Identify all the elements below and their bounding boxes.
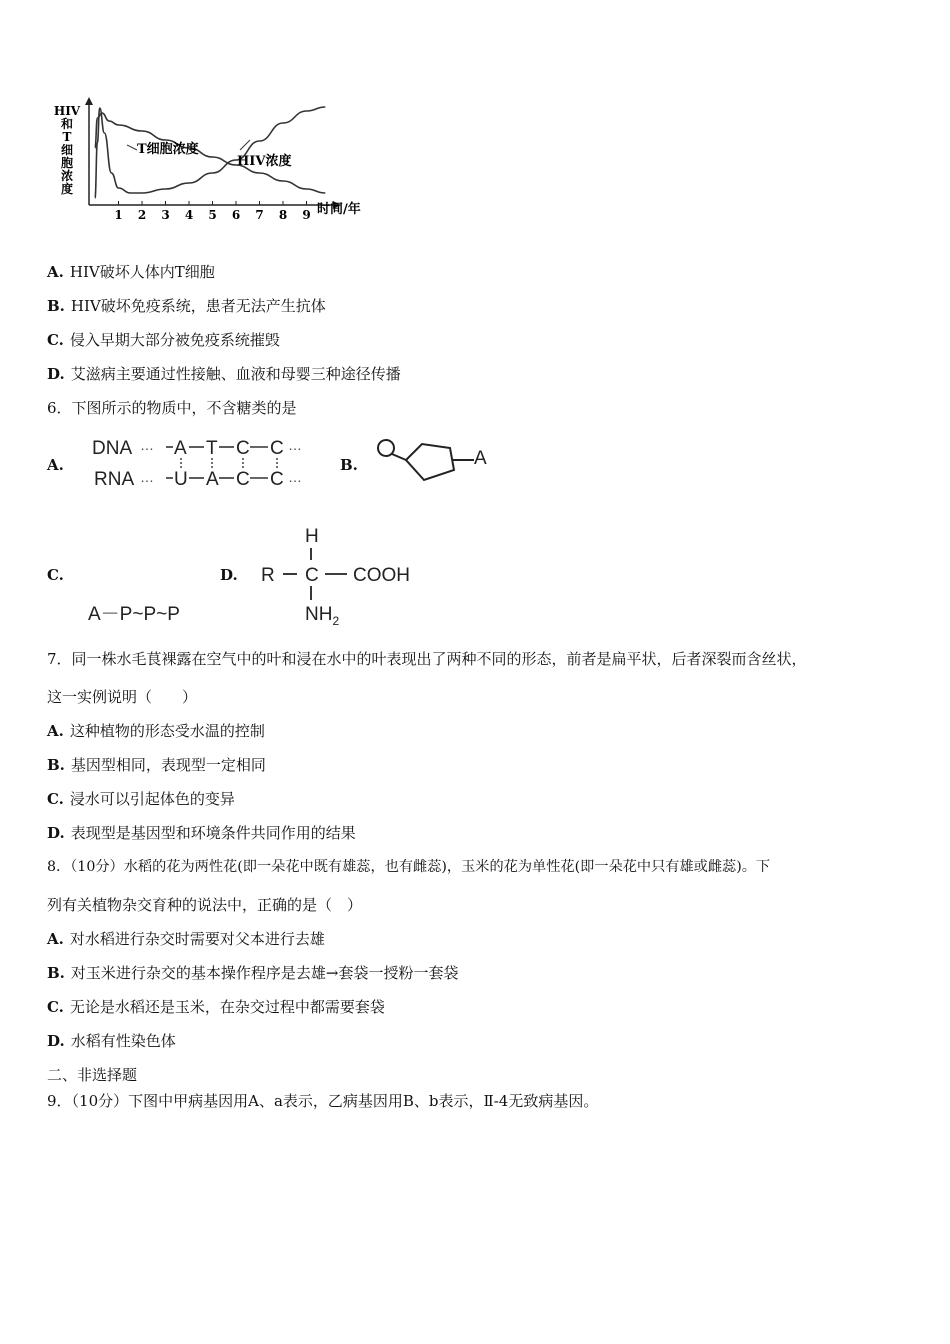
q8-option-c[interactable] xyxy=(47,996,385,1017)
option-text: HIV破坏人体内T细胞 xyxy=(69,263,215,281)
amino-acid-figure xyxy=(255,520,435,630)
phosphate-circle xyxy=(378,440,394,456)
t-cell-leader xyxy=(127,145,137,150)
x-tick-label: 8 xyxy=(278,208,288,222)
option-text: 这种植物的形态受水温的控制 xyxy=(69,722,265,740)
option-text: 侵入早期大部分被免疫系统摧毁 xyxy=(69,331,280,349)
q7-option-a[interactable] xyxy=(47,720,265,741)
option-letter: C. xyxy=(47,790,64,808)
series-hiv-line xyxy=(95,107,325,198)
option-letter: A. xyxy=(47,722,64,740)
option-letter: B. xyxy=(47,297,65,315)
rna-base: U xyxy=(174,469,188,490)
q7-option-c[interactable] xyxy=(47,788,235,809)
option-text: 对玉米进行杂交的基本操作程序是去雄→套袋一授粉一套袋 xyxy=(70,964,459,982)
x-tick-label: 5 xyxy=(208,208,217,222)
atom-c: C xyxy=(305,565,319,586)
x-tick-label: 9 xyxy=(302,208,311,222)
hiv-annotation: HIV浓度 xyxy=(237,154,292,169)
q5-option-b[interactable] xyxy=(47,295,326,316)
x-tick-label: 7 xyxy=(255,208,264,222)
dna-base: T xyxy=(206,438,218,459)
option-letter: A. xyxy=(47,263,64,281)
section-heading: 二、非选择题 xyxy=(47,1066,138,1084)
q6-option-b-label[interactable]: B. xyxy=(340,456,358,474)
option-text: 艾滋病主要通过性接触、血液和母婴三种途径传播 xyxy=(70,365,401,383)
q7-option-d[interactable] xyxy=(47,822,356,843)
dna-base: C xyxy=(270,438,284,459)
q6-option-d-label[interactable]: D. xyxy=(220,566,238,584)
option-text: HIV破坏免疫系统，患者无法产生抗体 xyxy=(70,297,326,315)
dna-base: A xyxy=(174,438,187,459)
pentose-ring xyxy=(406,444,454,480)
q8-option-b[interactable] xyxy=(47,962,458,983)
option-letter: B. xyxy=(47,964,65,982)
option-text: 浸水可以引起体色的变异 xyxy=(69,790,235,808)
q5-option-d[interactable] xyxy=(47,363,401,384)
option-text: 基因型相同，表现型一定相同 xyxy=(70,756,266,774)
q7-option-b[interactable] xyxy=(47,754,266,775)
x-tick-label: 3 xyxy=(161,208,170,222)
q8-stem-line2: 列有关植物杂交育种的说法中，正确的是（ ） xyxy=(47,896,363,914)
q6-option-a-label[interactable]: A. xyxy=(47,456,64,474)
dots-left-bottom: … xyxy=(140,469,154,485)
q7-stem-line2: 这一实例说明（ ） xyxy=(47,688,198,706)
dots-right-top: … xyxy=(288,437,302,453)
group-nh2: $NH_2$ xyxy=(305,604,340,628)
option-letter: D. xyxy=(47,1032,65,1050)
group-cooh: COOH xyxy=(353,565,410,586)
chart-ylabel: HIV 和 T 细胞浓度 xyxy=(53,104,81,196)
atom-h: H xyxy=(305,526,319,547)
option-text: 表现型是基因型和环境条件共同作用的结果 xyxy=(70,824,356,842)
option-text: 无论是水稻还是玉米，在杂交过程中都需要套袋 xyxy=(69,998,385,1016)
rna-label: RNA xyxy=(94,469,135,490)
nucleotide-figure xyxy=(372,432,502,487)
dots-left-top: … xyxy=(140,437,154,453)
option-letter: A. xyxy=(47,930,64,948)
option-letter: C. xyxy=(47,998,64,1016)
x-tick-label: 1 xyxy=(114,208,123,222)
option-letter: D. xyxy=(47,824,65,842)
option-letter: D. xyxy=(47,365,65,383)
x-tick-label: 6 xyxy=(231,208,241,222)
option-text: 对水稻进行杂交时需要对父本进行去雄 xyxy=(69,930,325,948)
hiv-chart xyxy=(45,95,390,225)
atp-formula: A－P~P~P xyxy=(88,604,180,625)
dots-right-bottom: … xyxy=(288,469,302,485)
q7-stem-line1: 7．同一株水毛茛裸露在空气中的叶和浸在水中的叶表现出了两种不同的形态，前者是扁平状，后者深裂而含丝状， xyxy=(47,650,807,668)
base-label: A xyxy=(474,448,487,469)
rna-base: C xyxy=(270,469,284,490)
chart-xlabel: 时间/年 xyxy=(317,202,361,217)
option-text: 水稻有性染色体 xyxy=(70,1032,176,1050)
q8-option-a[interactable] xyxy=(47,928,325,949)
x-tick-label: 4 xyxy=(184,208,194,222)
q8-option-d[interactable] xyxy=(47,1030,176,1051)
q5-option-c[interactable] xyxy=(47,329,280,350)
dna-label: DNA xyxy=(92,438,133,459)
dna-base: C xyxy=(236,438,250,459)
q6-option-c-label[interactable]: C. xyxy=(47,566,64,584)
atom-r: R xyxy=(261,565,275,586)
rna-base: A xyxy=(206,469,219,490)
x-tick-label: 2 xyxy=(137,208,147,222)
option-letter: C. xyxy=(47,331,64,349)
base-pair-bonds xyxy=(181,458,277,468)
q9-stem: 9．（10分）下图中甲病基因用A、a表示，乙病基因用B、b表示，Ⅱ-4无致病基因。 xyxy=(47,1092,599,1110)
option-letter: B. xyxy=(47,756,65,774)
t-cell-annotation: T细胞浓度 xyxy=(137,142,199,157)
q6-stem: 6．下图所示的物质中，不含糖类的是 xyxy=(47,399,297,417)
rna-base: C xyxy=(236,469,250,490)
q8-stem-line1: 8．（10分）水稻的花为两性花(即一朵花中既有雄蕊，也有雌蕊)，玉米的花为单性花(即一朵花中只有雄或雌蕊)。下 xyxy=(47,859,771,875)
series-t-cell-line xyxy=(95,113,325,193)
q5-option-a[interactable] xyxy=(47,261,215,282)
dna-rna-figure xyxy=(88,430,328,492)
phosphate-bond xyxy=(392,454,406,460)
y-axis-arrow xyxy=(85,97,93,105)
